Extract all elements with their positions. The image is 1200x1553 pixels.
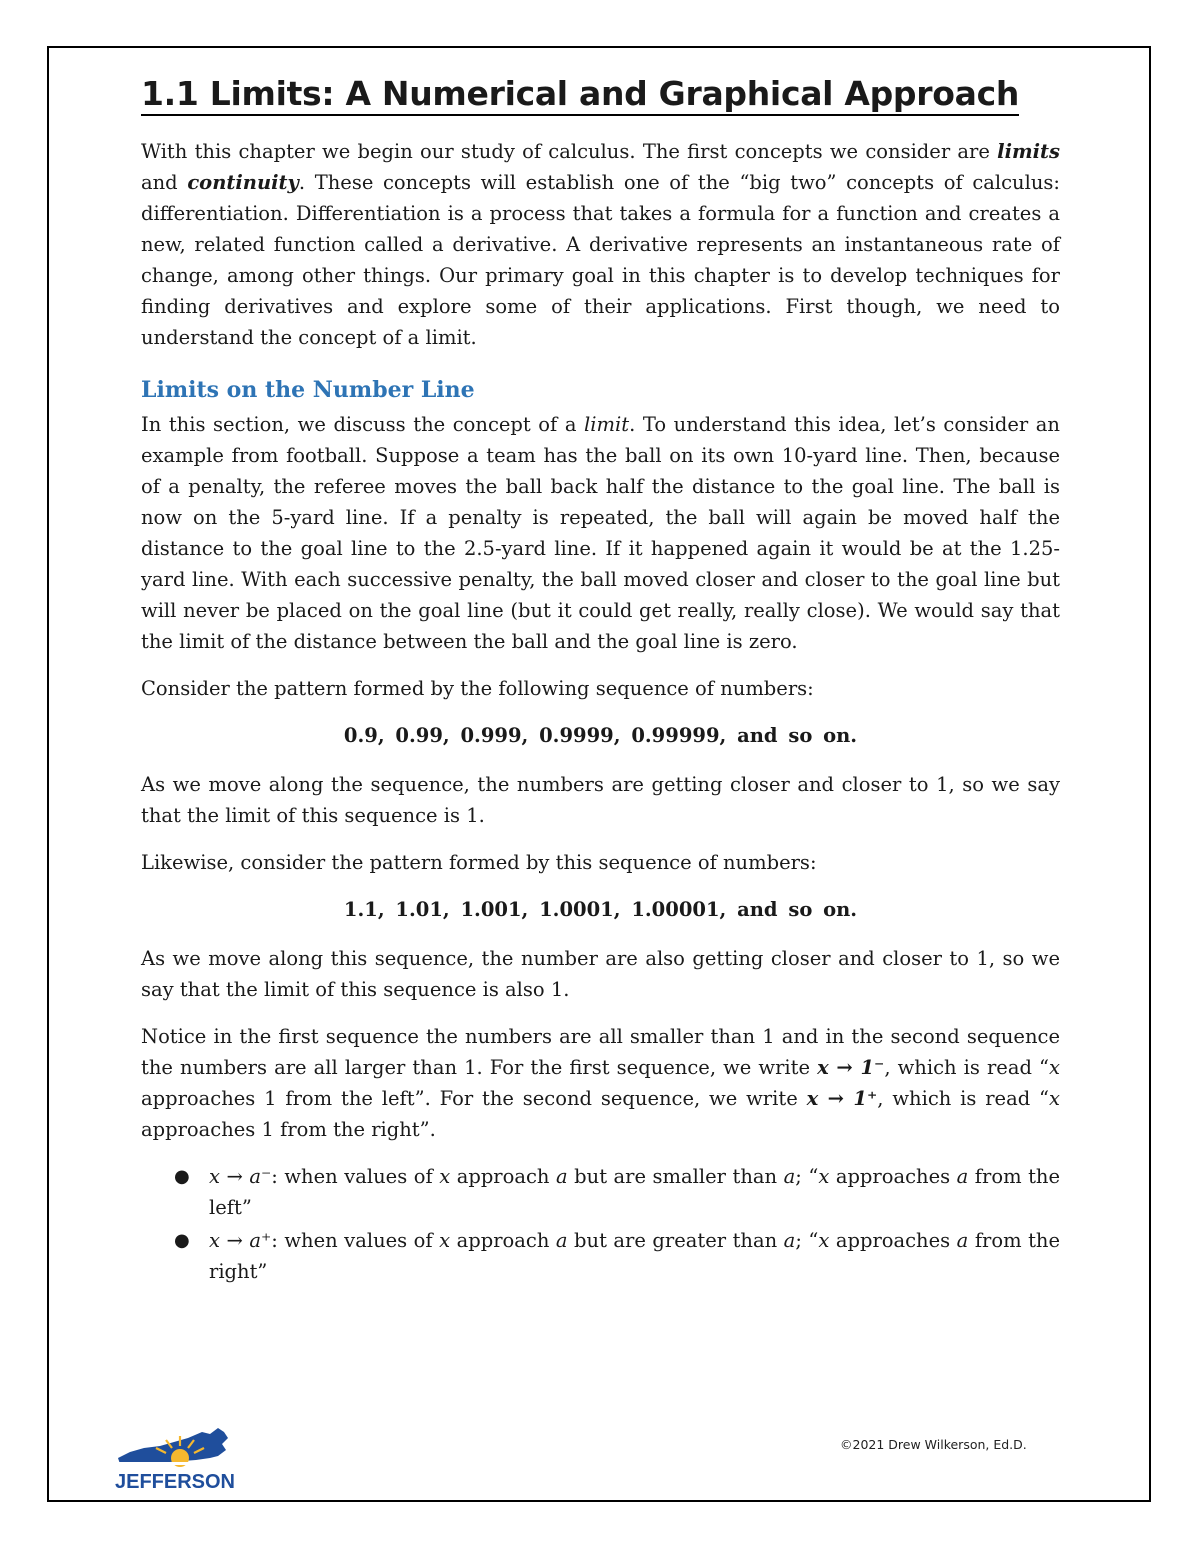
term-continuity: continuity — [187, 171, 299, 194]
page-title — [141, 72, 1060, 116]
var-a: a — [956, 1229, 969, 1252]
one-sided-text-2: , which is read “ — [884, 1056, 1049, 1079]
bullet-text: but are smaller than — [567, 1165, 784, 1188]
var-x: x — [1049, 1056, 1060, 1079]
bullet-text: : when values of — [271, 1165, 440, 1188]
sequence-2: 1.1, 1.01, 1.001, 1.0001, 1.00001, and so on. — [343, 898, 858, 921]
football-text-2: . To understand this idea, let’s consider an example from football. Suppose a team has the ball on its own 10-yard line. Then, because of a penalty, the referee moves the ball back half the distance to the goal line. The ball is now on the 5-yard line. If a penalty is repeated, the ball will again be moved half the distance to the goal line to the 2.5-yard line. If it happened again it would be at the 1.25-yard line. With each successive penalty, the ball moved closer and closer to the goal line but will never be placed on the goal line (but it could get really, really close). We would say that the limit of the distance between the ball and the goal line is zero. — [141, 413, 1060, 653]
intro-paragraph — [141, 136, 1060, 353]
sequence-intro-1: Consider the pattern formed by the following sequence of numbers: — [141, 677, 814, 700]
sequence-explanation-2: As we move along this sequence, the number are also getting closer and closer to 1, so we say that the limit of this sequence is also 1. — [141, 947, 1060, 1001]
math-x-to-a-plus: x → a⁺ — [209, 1229, 272, 1252]
math-x-to-1-minus: x → 1⁻ — [817, 1056, 885, 1079]
intro-and: and — [141, 171, 188, 194]
math-x-to-1-plus: x → 1⁺ — [806, 1087, 878, 1110]
one-sided-text-5: approaches 1 from the right”. — [141, 1118, 436, 1141]
bullet-text: from the left” — [209, 1165, 1061, 1219]
page-title-text: 1.1 Limits: A Numerical and Graphical Approach — [141, 74, 1019, 116]
sequence-intro-2: Likewise, consider the pattern formed by this sequence of numbers: — [141, 851, 817, 874]
bullet-text: approach — [450, 1229, 556, 1252]
bullet-text: but are greater than — [567, 1229, 784, 1252]
var-a: a — [783, 1165, 796, 1188]
bullet-list — [141, 1161, 1060, 1287]
bullet-icon: ● — [174, 1166, 190, 1187]
sequence-1: 0.9, 0.99, 0.999, 0.9999, 0.99999, and so on. — [343, 724, 858, 747]
copyright-notice: ©2021 Drew Wilkerson, Ed.D. — [840, 1437, 1027, 1452]
var-x: x — [818, 1165, 830, 1188]
var-x: x — [818, 1229, 830, 1252]
kentucky-sunrise-icon — [110, 1418, 240, 1494]
logo-wordmark: JEFFERSON — [114, 1471, 236, 1493]
document-body — [141, 72, 1060, 1289]
one-sided-text-1: Notice in the first sequence the numbers are all smaller than 1 and in the second sequence the numbers are all larger than 1. For the first sequence, we write — [141, 1025, 1060, 1079]
var-a: a — [555, 1229, 568, 1252]
var-x: x — [1049, 1087, 1061, 1110]
one-sided-paragraph — [141, 1021, 1060, 1145]
list-item — [174, 1161, 1061, 1223]
one-sided-text-3: approaches 1 from the left”. For the second sequence, we write — [141, 1087, 807, 1110]
var-a: a — [556, 1165, 568, 1188]
intro-text-1: With this chapter we begin our study of calculus. The first concepts we consider are — [141, 140, 998, 163]
var-a: a — [956, 1165, 969, 1188]
section-heading: Limits on the Number Line — [141, 377, 475, 403]
football-text-1: In this section, we discuss the concept of a — [141, 413, 585, 436]
math-x-to-a-minus: x → a⁻ — [209, 1165, 272, 1188]
var-x: x — [439, 1165, 451, 1188]
one-sided-text-4: , which is read “ — [877, 1087, 1050, 1110]
intro-text-2: . These concepts will establish one of the “big two” concepts of calculus: differentiation. Differentiation is a process that takes a formula for a function and creates a new, related function called a derivative. A derivative represents an instantaneous rate of change, among other things. Our primary goal in this chapter is to develop techniques for finding derivatives and explore some of their applications. First though, we need to understand the concept of a limit. — [141, 171, 1060, 349]
bullet-text: approach — [450, 1165, 556, 1188]
bullet-text: ; “ — [795, 1165, 819, 1188]
term-limits: limits — [997, 140, 1060, 163]
term-limit: limit — [584, 413, 630, 436]
bullet-icon: ● — [174, 1230, 190, 1251]
var-x: x — [439, 1229, 451, 1252]
jefferson-logo — [110, 1418, 240, 1494]
bullet-text: : when values of — [271, 1229, 440, 1252]
bullet-text: approaches — [829, 1165, 957, 1188]
football-paragraph — [141, 409, 1060, 657]
bullet-text: from the right” — [209, 1229, 1061, 1283]
list-item — [174, 1225, 1061, 1287]
bullet-text: approaches — [829, 1229, 957, 1252]
sequence-explanation-1: As we move along the sequence, the numbers are getting closer and closer to 1, so we say that the limit of this sequence is 1. — [141, 773, 1060, 827]
bullet-text: ; “ — [795, 1229, 819, 1252]
var-a: a — [783, 1229, 796, 1252]
